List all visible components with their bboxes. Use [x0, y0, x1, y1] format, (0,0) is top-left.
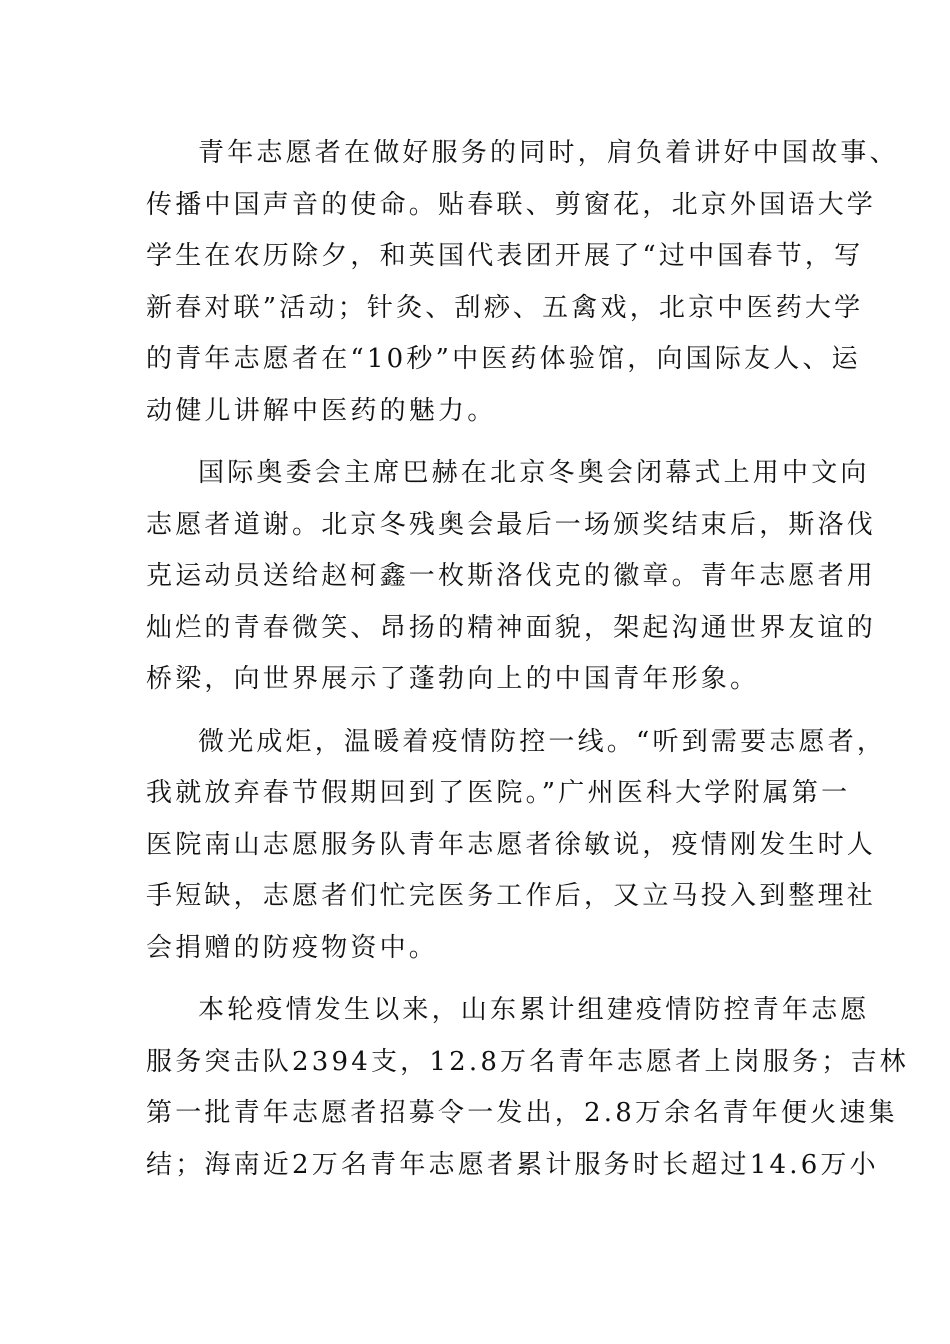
paragraph-line: 结；海南近2万名青年志愿者累计服务时长超过14.6万小: [146, 1149, 879, 1180]
paragraph-line: 我就放弃春节假期回到了医院。”广州医科大学附属第一: [146, 778, 851, 808]
paragraph-line: 桥梁，向世界展示了蓬勃向上的中国青年形象。: [146, 664, 760, 694]
paragraph-line: 学生在农历除夕，和英国代表团开展了“过中国春节，写: [146, 241, 864, 271]
paragraph-line: 本轮疫情发生以来，山东累计组建疫情防控青年志愿: [198, 995, 870, 1025]
paragraph-3: [146, 717, 887, 975]
paragraph-line: 国际奥委会主席巴赫在北京冬奥会闭幕式上用中文向: [198, 458, 870, 488]
paragraph-4: [146, 985, 909, 1191]
article-body: [146, 128, 909, 1191]
paragraph-line: 的青年志愿者在“10秒”中医药体验馆，向国际友人、运: [146, 344, 861, 374]
paragraph-line: 第一批青年志愿者招募令一发出，2.8万余名青年便火速集: [146, 1098, 898, 1128]
paragraph-line: 青年志愿者在做好服务的同时，肩负着讲好中国故事、: [198, 138, 899, 168]
paragraph-line: 克运动员送给赵柯鑫一枚斯洛伐克的徽章。青年志愿者用: [146, 561, 877, 591]
paragraph-line: 会捐赠的防疫物资中。: [146, 932, 439, 963]
paragraph-2: [146, 448, 877, 706]
paragraph-line: 微光成炬，温暖着疫情防控一线。“听到需要志愿者，: [198, 726, 887, 757]
paragraph-line: 传播中国声音的使命。贴春联、剪窗花，北京外国语大学: [146, 189, 877, 220]
paragraph-line: 手短缺，志愿者们忙完医务工作后，又立马投入到整理社: [146, 881, 877, 911]
paragraph-spacer: [146, 437, 826, 448]
paragraph-1: [146, 128, 899, 437]
paragraph-line: 服务突击队2394支，12.8万名青年志愿者上岗服务；吉林: [146, 1046, 909, 1077]
paragraph-line: 医院南山志愿服务队青年志愿者徐敏说，疫情刚发生时人: [146, 829, 877, 860]
paragraph-line: 新春对联”活动；针灸、刮痧、五禽戏，北京中医药大学: [146, 292, 864, 323]
paragraph-line: 灿烂的青春微笑、昂扬的精神面貌，架起沟通世界友谊的: [146, 612, 877, 643]
paragraph-spacer: [146, 974, 826, 985]
paragraph-spacer: [146, 706, 826, 717]
paragraph-line: 动健儿讲解中医药的魅力。: [146, 395, 497, 426]
paragraph-line: 志愿者道谢。北京冬残奥会最后一场颁奖结束后，斯洛伐: [146, 509, 877, 540]
